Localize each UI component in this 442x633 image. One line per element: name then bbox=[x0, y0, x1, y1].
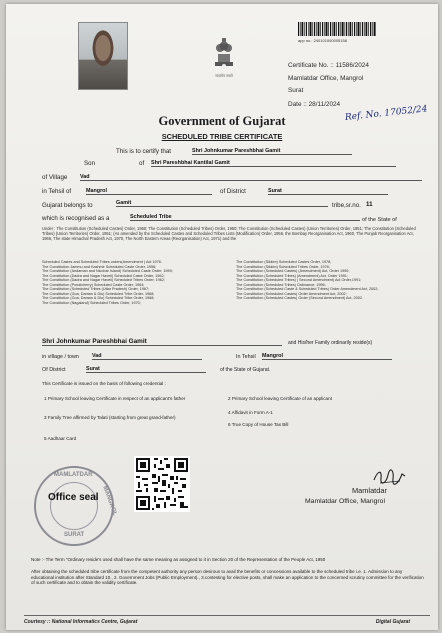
footer-courtesy: Courtesy :: National Informatics Centre, Gujarat bbox=[24, 619, 138, 625]
tribe-no-label: tribe,sr.no. bbox=[332, 202, 361, 209]
order-item: The Constitution (Andaman and Nicobar Island) Scheduled Caste Order, 1959; bbox=[42, 269, 173, 273]
village-label: of Village bbox=[42, 174, 68, 181]
tribe-value: Gamit bbox=[116, 200, 328, 207]
issue-date: Date :: 28/11/2024 bbox=[288, 101, 341, 108]
district-value: Surat bbox=[268, 188, 388, 195]
order-item: The Constitution (Sikkim) Scheduled Castes Order, 1978; bbox=[236, 260, 332, 264]
father-name: Shri Pareshbhai Kantilal Gamit bbox=[151, 160, 396, 167]
orders-left-list bbox=[42, 260, 230, 305]
village-value: Vad bbox=[80, 174, 422, 181]
son-label: Son bbox=[84, 160, 96, 167]
signature bbox=[372, 466, 408, 488]
tehsil-label: in Tehsil of bbox=[42, 188, 72, 195]
reside-text: and His/her Family ordinarily reside(s) bbox=[288, 340, 373, 346]
document-item: 1 Primary School leaving Certificate in respect of an applicant's father bbox=[44, 396, 186, 401]
order-item: The Constitution (Scheduled Caste & Scheduled Tribes) Order Amendment Act, 2002; bbox=[236, 287, 379, 291]
note-line-2: After obtaining the scheduled tribe certificate from the competent authority any person desirous to avail the benefits or concessions available to the scheduled tribe i.e. 1. Admission to any educational institution after Standard 10., 2. Government Jobs (Public Employment)., 3.contesting for elective posts, shall make an application to the concerned scrutiny committee for the verification of such certificate and to obtain the validity certificate. bbox=[31, 568, 424, 586]
residence-district-label: Of District bbox=[42, 367, 66, 373]
tribe-no-value: 11 bbox=[366, 201, 373, 208]
order-item: The Constitution (Sikkim) Scheduled Tribes Order, 1978; bbox=[236, 264, 330, 269]
order-item: The Constitution (Scheduled Tribes (Uttar Pradesh) Order, 1967; bbox=[42, 287, 150, 291]
seal-ring-right: MANGROL bbox=[101, 485, 118, 517]
office-seal-stamp bbox=[34, 466, 118, 546]
of-label: of bbox=[139, 160, 145, 167]
orders-intro: Under : The Constitution (Scheduled Castes) Order, 1950; The Constitution (Scheduled Tribes) Order, 1950; The Constitution (Scheduled Castes) (Union Territories) Order, 1951; The Constitution (Scheduled Tribes) (Union Territories) Order, 1951; (As amended by the Scheduled Castes and Scheduled Tribes Lists (Modification) Order, 1956, the Bombay Reorganisation Act, 1960, The Punjab Reorganisation Act, 1966, The state Himachal Pradesh Act, 1970, The North Eastern Areas (Reorganisation) Act, 1971) and the bbox=[42, 226, 416, 242]
resident-name: Shri Johnkumar Pareshbhai Gamit bbox=[42, 338, 282, 346]
state-suffix: of the State of bbox=[362, 217, 397, 223]
order-item: The Constitution (Nagaland) Scheduled Tribes Order, 1970; bbox=[42, 300, 141, 305]
certify-label: This is to certify that bbox=[116, 148, 172, 155]
qr-code bbox=[134, 456, 190, 512]
note-section bbox=[31, 557, 426, 586]
document-item: 4 Affidavit in Form A-1 bbox=[228, 410, 273, 415]
order-item: The Constitution (Scheduled Tribes) ( Second Amendment) Act Order,1991; bbox=[236, 278, 362, 282]
order-item: The Constitution (Goa, Daman & Diu) Scheduled Tribe Order, 1968; bbox=[42, 291, 155, 296]
office-name: Mamlatdar Office, Mangrol bbox=[288, 75, 364, 82]
certificate-title: SCHEDULED TRIBE CERTIFICATE bbox=[161, 132, 283, 141]
recognised-label: which is recognised as a bbox=[42, 215, 110, 222]
application-number: app no.: 240101000005158 bbox=[298, 38, 347, 43]
order-item: The Constitution (Dadra and Nagar Haveli) Scheduled Tribes Order, 1962; bbox=[42, 278, 165, 282]
order-item: The Constitution (Dadra and Nagar Haveli) Scheduled Caste Order, 1962; bbox=[42, 273, 165, 278]
document-item: 3 Family Tree affirmed by Talati (starting from great grand-father) bbox=[44, 415, 176, 420]
office-seal-label: Office seal bbox=[48, 492, 99, 503]
order-item: The Constitution (Scheduled Castes) (Amendment) Act, Order 1990; bbox=[236, 269, 350, 273]
footer bbox=[24, 615, 430, 625]
residence-tehsil-label: In Tehsil bbox=[236, 354, 256, 360]
residence-district: Surat bbox=[86, 366, 206, 373]
emblem-caption: सत्यमेव जयते bbox=[215, 74, 233, 78]
order-item: The Constitution Jammu and Kashmir Scheduled Caste Order, 1956; bbox=[42, 264, 157, 269]
document-item: 2 Primary School leaving Certificate of an applicant bbox=[228, 396, 332, 401]
applicant-photo bbox=[78, 22, 128, 90]
certificate-sheet bbox=[6, 4, 438, 630]
signatory-title: Mamlatdar bbox=[352, 486, 387, 495]
seal-ring-bottom: SURAT bbox=[64, 532, 85, 538]
residence-tehsil: Mangrol bbox=[262, 353, 392, 360]
order-item: The Constitution (Scheduled Tribes) (Amendment) Act, Order 1991; bbox=[236, 273, 348, 278]
order-item: The Constitution (Scheduled Castes) Order Amendment Act, 2002; bbox=[236, 291, 347, 296]
seal-ring-top: MAMLATDAR bbox=[54, 472, 93, 478]
tehsil-value: Mangrol bbox=[86, 188, 212, 195]
recognised-as-value: Scheduled Tribe bbox=[130, 214, 360, 221]
state-label: Gujarat belongs to bbox=[42, 202, 93, 209]
order-item: The Constitution (Scheduled Tribes) Ordinance; 1996; bbox=[236, 282, 326, 287]
barcode bbox=[298, 22, 376, 36]
certificate-number: Certificate No. :: 11586/2024 bbox=[288, 62, 369, 69]
order-item: Scheduled Castes and Scheduled Tribes orders(Amendment ) Act 1976. bbox=[42, 260, 162, 264]
document-item: 5 Aadhaar Card bbox=[44, 436, 77, 441]
signatory-office: Mamlatdar Office, Mangrol bbox=[305, 498, 385, 505]
document-item: 6 True Copy of House Tax Bill bbox=[228, 422, 289, 427]
orders-right-list bbox=[236, 260, 424, 301]
order-item: The Constitution (Pondicherry) Scheduled Caste Order, 1964; bbox=[42, 282, 145, 287]
documents-intro: This Certificate is issued on the basis of following credential : bbox=[42, 381, 166, 386]
residence-village-label: in village / town bbox=[42, 354, 79, 360]
note-line-1: Note :- The Term "Ordinary reside's used shall have the same meaning as assigned to it in Section 20 of the Representation of the People Act, 1950 bbox=[31, 557, 326, 562]
order-item: The Constitution (Goa, Daman & Diu) Scheduled Tribe Order, 1968; bbox=[42, 296, 155, 300]
person-name: Shri Johnkumar Pareshbhai Gamit bbox=[192, 148, 352, 155]
residence-village: Vad bbox=[92, 353, 202, 360]
district-label: of District bbox=[220, 188, 246, 195]
emblem-icon bbox=[211, 32, 237, 72]
order-item: The Constitution (Scheduled Castes) Order (Second Amendment) Act, 2002. bbox=[236, 296, 363, 300]
residence-state: of the State of Gujarat. bbox=[220, 367, 271, 373]
footer-brand: Digital Gujarat bbox=[375, 619, 410, 625]
handwritten-reference: Ref. No. 17052/24 bbox=[344, 104, 428, 123]
government-title: Government of Gujarat bbox=[158, 114, 286, 128]
office-city: Surat bbox=[288, 87, 304, 94]
